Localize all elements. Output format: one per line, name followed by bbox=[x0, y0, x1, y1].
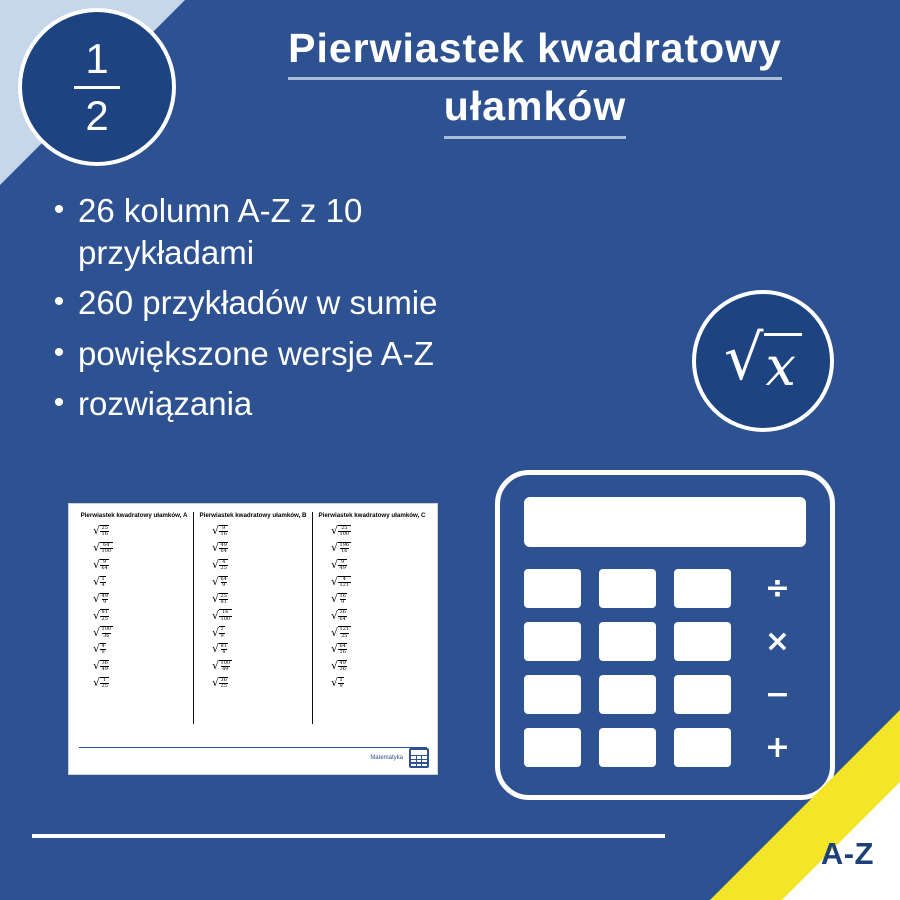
radical-symbol: √ bbox=[93, 625, 101, 639]
fraction bbox=[219, 677, 228, 690]
radicand-label: x bbox=[764, 333, 802, 394]
denominator: 36 bbox=[339, 666, 346, 673]
divide-icon: ÷ bbox=[764, 571, 791, 606]
numerator: 49 bbox=[220, 541, 227, 548]
denominator: 9 bbox=[103, 598, 107, 605]
denominator: 9 bbox=[220, 632, 224, 639]
fraction bbox=[338, 542, 351, 555]
denominator: 49 bbox=[222, 666, 229, 673]
numerator: 49 bbox=[339, 660, 346, 667]
worksheet-item bbox=[93, 524, 189, 538]
numerator: 25 bbox=[341, 525, 348, 531]
calculator-key bbox=[599, 569, 656, 608]
worksheet-item bbox=[93, 558, 189, 572]
denominator: 64 bbox=[101, 565, 108, 572]
bullet-dot-icon: • bbox=[53, 385, 65, 419]
radical-symbol: √ bbox=[212, 558, 220, 572]
fraction bbox=[219, 660, 232, 673]
numerator: 25 bbox=[220, 592, 227, 599]
radical-symbol: √ bbox=[331, 574, 339, 588]
worksheet-column bbox=[75, 512, 193, 724]
fraction-glyph bbox=[74, 34, 120, 139]
worksheet-footer bbox=[370, 748, 429, 768]
worksheet-items bbox=[198, 524, 308, 690]
radical-symbol: √ bbox=[93, 541, 101, 555]
fraction bbox=[338, 660, 347, 673]
radical-symbol: √ bbox=[331, 676, 339, 690]
worksheet-item bbox=[212, 659, 308, 673]
numerator: 16 bbox=[339, 592, 346, 599]
logo-key bbox=[417, 756, 422, 758]
numerator: 4 bbox=[101, 643, 105, 650]
fraction bbox=[338, 525, 351, 538]
calculator-key bbox=[674, 569, 731, 608]
worksheet-preview bbox=[68, 503, 438, 775]
worksheet-items bbox=[79, 524, 189, 690]
radical-symbol: √ bbox=[331, 659, 339, 673]
numerator: 64 bbox=[103, 541, 110, 548]
radical-symbol: √ bbox=[93, 558, 101, 572]
list-item bbox=[40, 282, 660, 324]
worksheet-item bbox=[331, 592, 427, 606]
bottom-rule bbox=[32, 834, 665, 838]
calculator-key bbox=[524, 675, 581, 714]
fraction bbox=[338, 559, 347, 572]
fraction bbox=[100, 542, 113, 555]
denominator: 81 bbox=[220, 598, 227, 605]
square-root-badge bbox=[692, 290, 834, 432]
feature-list bbox=[40, 190, 660, 433]
numerator: 9 bbox=[341, 558, 345, 565]
list-item bbox=[40, 190, 660, 274]
calculator-key bbox=[524, 728, 581, 767]
logo-key bbox=[417, 764, 422, 766]
calculator-key bbox=[674, 622, 731, 661]
denominator: 16 bbox=[220, 531, 227, 538]
numerator: 9 bbox=[222, 525, 226, 531]
radical-symbol: √ bbox=[331, 541, 339, 555]
fraction bbox=[100, 576, 106, 589]
worksheet-item bbox=[93, 676, 189, 690]
radical-symbol: √ bbox=[212, 591, 220, 605]
worksheet-item bbox=[212, 575, 308, 589]
denominator: 64 bbox=[220, 548, 227, 555]
denominator: 49 bbox=[339, 565, 346, 572]
fraction bbox=[100, 643, 106, 656]
worksheet-item bbox=[331, 575, 427, 589]
fraction-numerator: 1 bbox=[85, 34, 109, 82]
fraction bbox=[338, 643, 347, 656]
denominator: 9 bbox=[339, 683, 343, 690]
numerator: 4 bbox=[342, 575, 346, 582]
logo-key bbox=[422, 756, 427, 758]
numerator: 9 bbox=[103, 558, 107, 565]
numerator: 4 bbox=[222, 558, 226, 565]
numerator: 16 bbox=[222, 609, 229, 616]
denominator: 16 bbox=[341, 548, 348, 555]
worksheet-brand-label: Matematyka bbox=[370, 755, 403, 761]
worksheet-item bbox=[331, 625, 427, 639]
calculator-key bbox=[674, 675, 731, 714]
denominator: 25 bbox=[341, 632, 348, 639]
radical-symbol: √ bbox=[212, 659, 220, 673]
fraction bbox=[219, 593, 228, 606]
worksheet-item bbox=[212, 592, 308, 606]
denominator: 25 bbox=[101, 683, 108, 690]
fraction bbox=[338, 576, 351, 589]
list-item-label: powiększone wersje A-Z bbox=[78, 334, 434, 372]
fraction bbox=[219, 559, 228, 572]
fraction bbox=[100, 660, 109, 673]
worksheet-items bbox=[317, 524, 427, 690]
page-title-line-2: ułamków bbox=[444, 80, 626, 138]
denominator: 100 bbox=[339, 531, 350, 538]
bullet-dot-icon: • bbox=[53, 193, 65, 226]
worksheet-item bbox=[212, 524, 308, 538]
logo-key bbox=[411, 756, 416, 758]
denominator: 36 bbox=[103, 632, 110, 639]
worksheet-item bbox=[93, 608, 189, 622]
logo-key bbox=[411, 760, 416, 762]
worksheet-item bbox=[93, 575, 189, 589]
plus-icon: + bbox=[764, 730, 791, 765]
az-badge-label: A-Z bbox=[820, 836, 874, 871]
worksheet-item bbox=[331, 659, 427, 673]
denominator: 25 bbox=[220, 565, 227, 572]
radical-symbol: √ bbox=[331, 608, 339, 622]
fraction bbox=[338, 609, 347, 622]
logo-key bbox=[417, 760, 422, 762]
worksheet-column-header: Pierwiastek kwadratowy ułamków, B bbox=[199, 512, 307, 519]
radical-symbol: √ bbox=[93, 642, 101, 656]
numerator: 100 bbox=[101, 626, 112, 633]
multiply-icon: × bbox=[764, 624, 791, 659]
radical-symbol: √ bbox=[331, 558, 339, 572]
numerator: 1 bbox=[101, 575, 105, 582]
radical-symbol: √ bbox=[93, 574, 101, 588]
numerator: 64 bbox=[339, 643, 346, 650]
radical-symbol: √ bbox=[212, 676, 220, 690]
worksheet-item bbox=[212, 625, 308, 639]
fraction bbox=[100, 626, 113, 639]
fraction bbox=[100, 609, 109, 622]
worksheet-item bbox=[212, 676, 308, 690]
denominator: 16 bbox=[101, 531, 108, 538]
list-item bbox=[40, 383, 660, 425]
fraction bbox=[338, 626, 351, 639]
logo-key bbox=[422, 760, 427, 762]
fraction bbox=[219, 576, 228, 589]
worksheet-item bbox=[331, 558, 427, 572]
denominator: 100 bbox=[220, 615, 231, 622]
fraction bbox=[219, 542, 228, 555]
calculator-key bbox=[599, 728, 656, 767]
denominator: 9 bbox=[101, 649, 105, 656]
radical-symbol: √ bbox=[212, 642, 220, 656]
minus-icon: − bbox=[764, 677, 791, 712]
list-item-label: rozwiązania bbox=[78, 384, 253, 422]
logo-key bbox=[411, 764, 416, 766]
worksheet-item bbox=[93, 659, 189, 673]
fraction-denominator: 2 bbox=[85, 91, 109, 139]
fraction bbox=[219, 609, 232, 622]
page-title bbox=[190, 22, 880, 139]
denominator: 121 bbox=[339, 581, 350, 588]
fraction bbox=[100, 525, 109, 538]
worksheet-item bbox=[93, 541, 189, 555]
worksheet-item bbox=[93, 592, 189, 606]
fraction bbox=[338, 593, 347, 606]
radical-symbol: √ bbox=[93, 676, 101, 690]
numerator: 121 bbox=[339, 626, 350, 633]
numerator: 81 bbox=[220, 643, 227, 650]
radical-symbol: √ bbox=[212, 625, 220, 639]
logo-screen bbox=[411, 750, 427, 755]
worksheet-column bbox=[193, 512, 312, 724]
calculator-key bbox=[524, 569, 581, 608]
denominator: 64 bbox=[339, 615, 346, 622]
fraction-badge bbox=[18, 8, 176, 166]
denominator: 25 bbox=[101, 615, 108, 622]
fraction bbox=[338, 677, 344, 690]
denominator: 4 bbox=[101, 581, 105, 588]
worksheet-item bbox=[331, 541, 427, 555]
denominator: 100 bbox=[101, 548, 112, 555]
fraction bbox=[219, 643, 228, 656]
numerator: 36 bbox=[220, 677, 227, 684]
numerator: 1 bbox=[220, 626, 224, 633]
radical-symbol: √ bbox=[93, 608, 101, 622]
worksheet-item bbox=[93, 642, 189, 656]
radical-symbol: √ bbox=[724, 320, 764, 394]
denominator: 9 bbox=[341, 598, 345, 605]
numerator: 64 bbox=[220, 575, 227, 582]
bullet-dot-icon: • bbox=[53, 285, 65, 319]
radical-symbol: √ bbox=[93, 591, 101, 605]
worksheet-item bbox=[212, 642, 308, 656]
radical-symbol: √ bbox=[212, 608, 220, 622]
bullet-dot-icon: • bbox=[53, 335, 65, 369]
worksheet-item bbox=[331, 608, 427, 622]
radical-symbol: √ bbox=[331, 625, 339, 639]
list-item-label: 26 kolumn A-Z z 10 przykładami bbox=[78, 192, 363, 272]
radical-symbol: √ bbox=[212, 541, 220, 555]
denominator: 49 bbox=[101, 666, 108, 673]
worksheet-columns bbox=[75, 512, 431, 724]
logo-key bbox=[422, 764, 427, 766]
fraction bbox=[219, 626, 225, 639]
worksheet-item bbox=[331, 642, 427, 656]
radical-symbol: √ bbox=[93, 524, 101, 538]
worksheet-column bbox=[312, 512, 431, 724]
worksheet-column-header: Pierwiastek kwadratowy ułamków, C bbox=[318, 512, 426, 519]
fraction bbox=[219, 525, 228, 538]
calculator-key bbox=[524, 622, 581, 661]
numerator: 81 bbox=[101, 609, 108, 616]
numerator: 36 bbox=[339, 609, 346, 616]
calculator-logo-icon bbox=[409, 748, 429, 768]
numerator: 196 bbox=[339, 541, 350, 548]
worksheet-item bbox=[212, 541, 308, 555]
calculator-key bbox=[599, 622, 656, 661]
list-item bbox=[40, 333, 660, 375]
worksheet-item bbox=[212, 608, 308, 622]
calculator-screen bbox=[524, 497, 806, 547]
page-title-line-1: Pierwiastek kwadratowy bbox=[288, 22, 782, 80]
square-root-icon bbox=[724, 320, 802, 398]
worksheet-item bbox=[331, 676, 427, 690]
numerator: 49 bbox=[101, 592, 108, 599]
radical-symbol: √ bbox=[331, 524, 339, 538]
calculator-key bbox=[599, 675, 656, 714]
fraction bbox=[100, 559, 109, 572]
worksheet-item bbox=[212, 558, 308, 572]
denominator: 25 bbox=[220, 683, 227, 690]
numerator: 1 bbox=[339, 677, 343, 684]
worksheet-item bbox=[93, 625, 189, 639]
radical-symbol: √ bbox=[331, 591, 339, 605]
radical-symbol: √ bbox=[212, 574, 220, 588]
fraction bbox=[100, 677, 109, 690]
denominator: 9 bbox=[222, 581, 226, 588]
denominator: 16 bbox=[339, 649, 346, 656]
radical-symbol: √ bbox=[212, 524, 220, 538]
numerator: 25 bbox=[101, 525, 108, 531]
list-item-label: 260 przykładów w sumie bbox=[78, 284, 438, 322]
numerator: 36 bbox=[101, 660, 108, 667]
worksheet-item bbox=[331, 524, 427, 538]
denominator: 4 bbox=[222, 649, 226, 656]
numerator: 100 bbox=[220, 660, 231, 667]
radical-symbol: √ bbox=[331, 642, 339, 656]
fraction bbox=[100, 593, 109, 606]
radical-symbol: √ bbox=[93, 659, 101, 673]
worksheet-column-header: Pierwiastek kwadratowy ułamków, A bbox=[80, 512, 188, 519]
numerator: 1 bbox=[103, 677, 107, 684]
